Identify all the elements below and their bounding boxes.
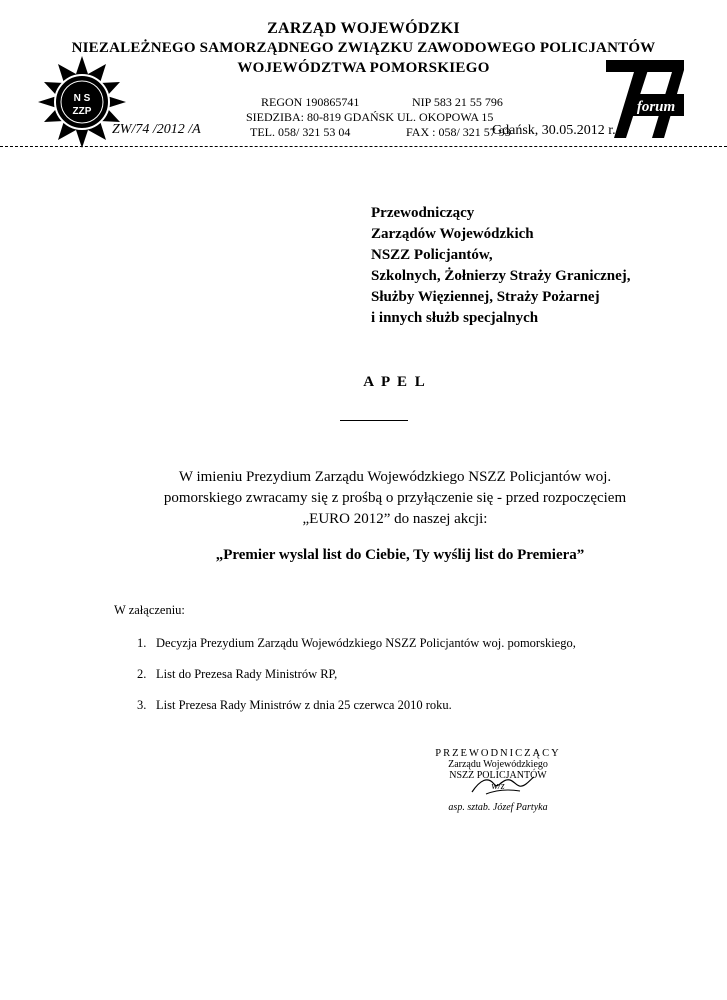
- telephone: TEL. 058/ 321 53 04: [250, 125, 351, 139]
- body-line: „EURO 2012” do naszej akcji:: [302, 511, 488, 527]
- logo-forum-text: forum: [636, 99, 676, 115]
- stamp-line: Zarządu Wojewódzkiego: [448, 759, 548, 770]
- attachment-number: 1.: [137, 636, 147, 650]
- appeal-slogan: „Premier wyslal list do Ciebie, Ty wyślij list do Premiera”: [215, 547, 585, 563]
- attachment-number: 2.: [137, 667, 147, 681]
- title-underline: [340, 420, 408, 421]
- fax: FAX : 058/ 321 57 93: [406, 125, 511, 139]
- nip: NIP 583 21 55 796: [412, 95, 503, 109]
- stamp-title: PRZEWODNICZĄCY: [435, 748, 561, 759]
- appeal-body: [90, 467, 700, 530]
- addressee-line: NSZZ Policjantów,: [371, 247, 493, 263]
- addressee-block: [371, 203, 631, 329]
- attachments-heading: W załączeniu:: [114, 603, 185, 617]
- signatory-name: asp. sztab. Józef Partyka: [448, 802, 548, 813]
- org-name-line3: WOJEWÓDZTWA POMORSKIEGO: [237, 60, 490, 76]
- header-divider: [0, 146, 727, 147]
- addressee-line: Szkolnych, Żołnierzy Straży Granicznej,: [371, 268, 631, 284]
- body-line: pomorskiego zwracamy się z prośbą o przyłączenie się - przed rozpoczęciem: [163, 490, 627, 506]
- attachment-text: List do Prezesa Rady Ministrów RP,: [156, 667, 338, 681]
- reference-number: ZW/74 /2012 /A: [112, 122, 201, 137]
- addressee-line: Przewodniczący: [371, 205, 475, 221]
- handwritten-signature: [468, 772, 538, 798]
- attachment-number: 3.: [137, 698, 147, 712]
- logo-ns-text: N S: [73, 93, 91, 104]
- addressee-line: i innych służb specjalnych: [371, 310, 539, 326]
- org-name-line2: NIEZALEŻNEGO SAMORZĄDNEGO ZWIĄZKU ZAWODOWEGO POLICJANTÓW: [71, 40, 656, 56]
- attachment-text: List Prezesa Rady Ministrów z dnia 25 czerwca 2010 roku.: [156, 698, 452, 712]
- stamp-line: w/z: [491, 781, 505, 792]
- attachment-text: Decyzja Prezydium Zarządu Wojewódzkiego NSZZ Policjantów woj. pomorskiego,: [156, 636, 576, 650]
- addressee-line: Zarządów Wojewódzkich: [371, 226, 534, 242]
- address: SIEDZIBA: 80-819 GDAŃSK UL. OKOPOWA 15: [246, 110, 494, 124]
- logo-zzp-text: ZZP: [72, 106, 92, 117]
- stamp-line: NSZZ POLICJANTÓW: [449, 770, 547, 781]
- addressee-line: Służby Więziennej, Straży Pożarnej: [371, 289, 600, 305]
- org-name-line1: ZARZĄD WOJEWÓDZKI: [267, 20, 460, 37]
- 77-forum-logo-icon: [604, 58, 686, 142]
- document-date: Gdańsk, 30.05.2012 r.: [492, 123, 616, 138]
- regon: REGON 190865741: [261, 95, 360, 109]
- body-line: W imieniu Prezydium Zarządu Wojewódzkiego NSZZ Policjantów woj.: [178, 469, 612, 485]
- document-title: A P E L: [363, 374, 427, 390]
